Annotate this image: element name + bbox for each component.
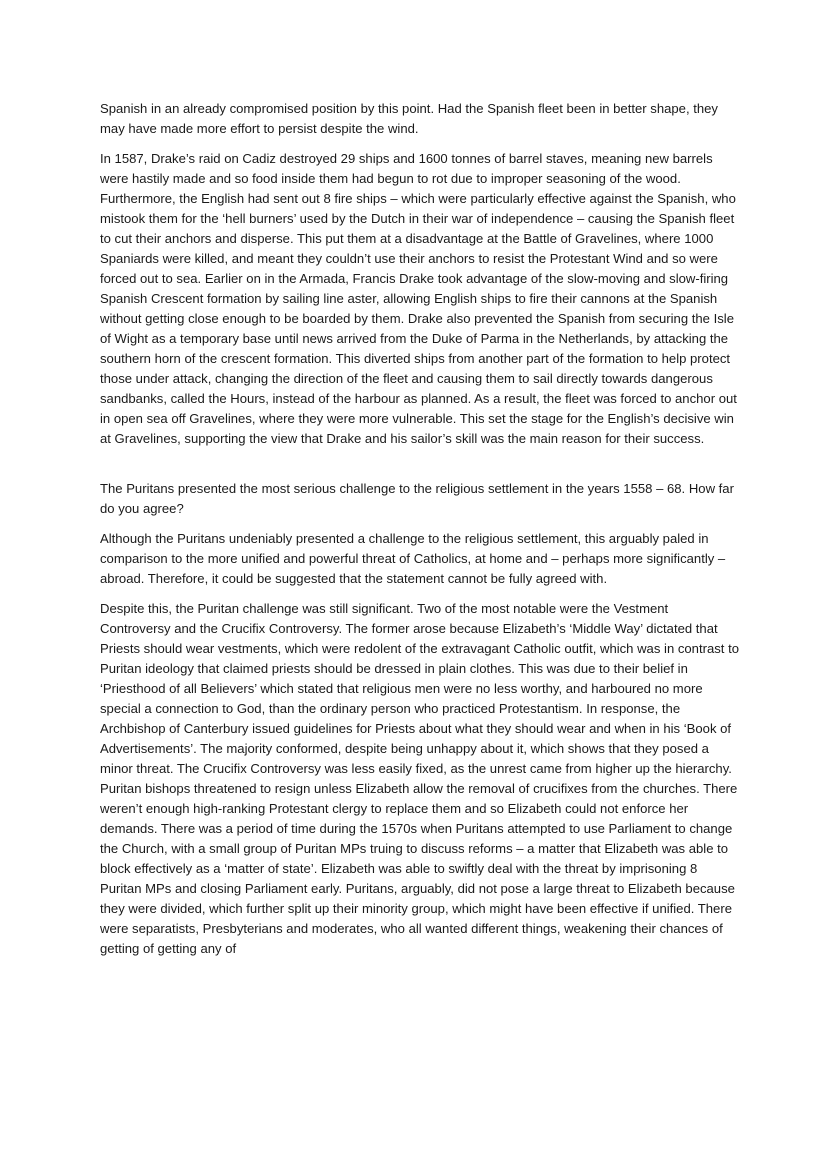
document-page	[100, 99, 740, 959]
paragraph-armada-wind: Spanish in an already compromised position by this point. Had the Spanish fleet been in better shape, they may have made more effort to persist despite the wind.	[100, 101, 718, 136]
essay-question: The Puritans presented the most serious challenge to the religious settlement in the years 1558 – 68. How far do you agree?	[100, 481, 734, 516]
paragraph-puritan-challenge: Despite this, the Puritan challenge was still significant. Two of the most notable were the Vestment Controversy and the Crucifix Controversy. The former arose because Elizabeth’s ‘Middle Way’ dictated that Priests should wear vestments, which were redolent of the extravagant Catholic outfit, which was in contrast to Puritan ideology that claimed priests should be dressed in plain clothes. This was due to their belief in ‘Priesthood of all Believers’ which stated that religious men were no less worthy, and harboured no more special a connection to God, than the ordinary person who practiced Protestantism. In response, the Archbishop of Canterbury issued guidelines for Priests about what they should wear and when in his ‘Book of Advertisements’. The majority conformed, despite being unhappy about it, which shows that they posed a minor threat. The Crucifix Controversy was less easily fixed, as the unrest came from higher up the hierarchy. Puritan bishops threatened to resign unless Elizabeth allow the removal of crucifixes from the churches. There weren’t enough high-ranking Protestant clergy to replace them and so Elizabeth could not enforce her demands. There was a period of time during the 1570s when Puritans attempted to use Parliament to change the Church, with a small group of Puritan MPs truing to discuss reforms – a matter that Elizabeth was able to block effectively as a ‘matter of state’. Elizabeth was able to swiftly deal with the threat by imprisoning 8 Puritan MPs and closing Parliament early. Puritans, arguably, did not pose a large threat to Elizabeth because they were divided, which further split up their minority group, which might have been effective if unified. There were separatists, Presbyterians and moderates, who all wanted different things, weakening their chances of getting of getting any of	[100, 601, 739, 956]
paragraph-introduction: Although the Puritans undeniably presented a challenge to the religious settlement, this arguably paled in comparison to the more unified and powerful threat of Catholics, at home and – perhaps more significantly – abroad. Therefore, it could be suggested that the statement cannot be fully agreed with.	[100, 531, 726, 586]
paragraph-drake-tactics: In 1587, Drake’s raid on Cadiz destroyed 29 ships and 1600 tonnes of barrel staves, meaning new barrels were hastily made and so food inside them had begun to rot due to improper seasoning of the wood. Furthermore, the English had sent out 8 fire ships – which were particularly effective against the Spanish, who mistook them for the ‘hell burners’ used by the Dutch in their war of independence – causing the Spanish fleet to cut their anchors and disperse. This put them at a disadvantage at the Battle of Gravelines, where 1000 Spaniards were killed, and meant they couldn’t use their anchors to resist the Protestant Wind and so were forced out to sea. Earlier on in the Armada, Francis Drake took advantage of the slow-moving and slow-firing Spanish Crescent formation by sailing line aster, allowing English ships to fire their cannons at the Spanish without getting close enough to be boarded by them. Drake also prevented the Spanish from securing the Isle of Wight as a temporary base until news arrived from the Duke of Parma in the Netherlands, by attacking the southern horn of the crescent formation. This diverted ships from another part of the formation to help protect those under attack, changing the direction of the fleet and causing them to sail directly towards dangerous sandbanks, called the Hours, instead of the harbour as planned. As a result, the fleet was forced to anchor out in open sea off Gravelines, where they were more vulnerable. This set the stage for the English’s decisive win at Gravelines, supporting the view that Drake and his sailor’s skill was the main reason for their success.	[100, 151, 737, 446]
